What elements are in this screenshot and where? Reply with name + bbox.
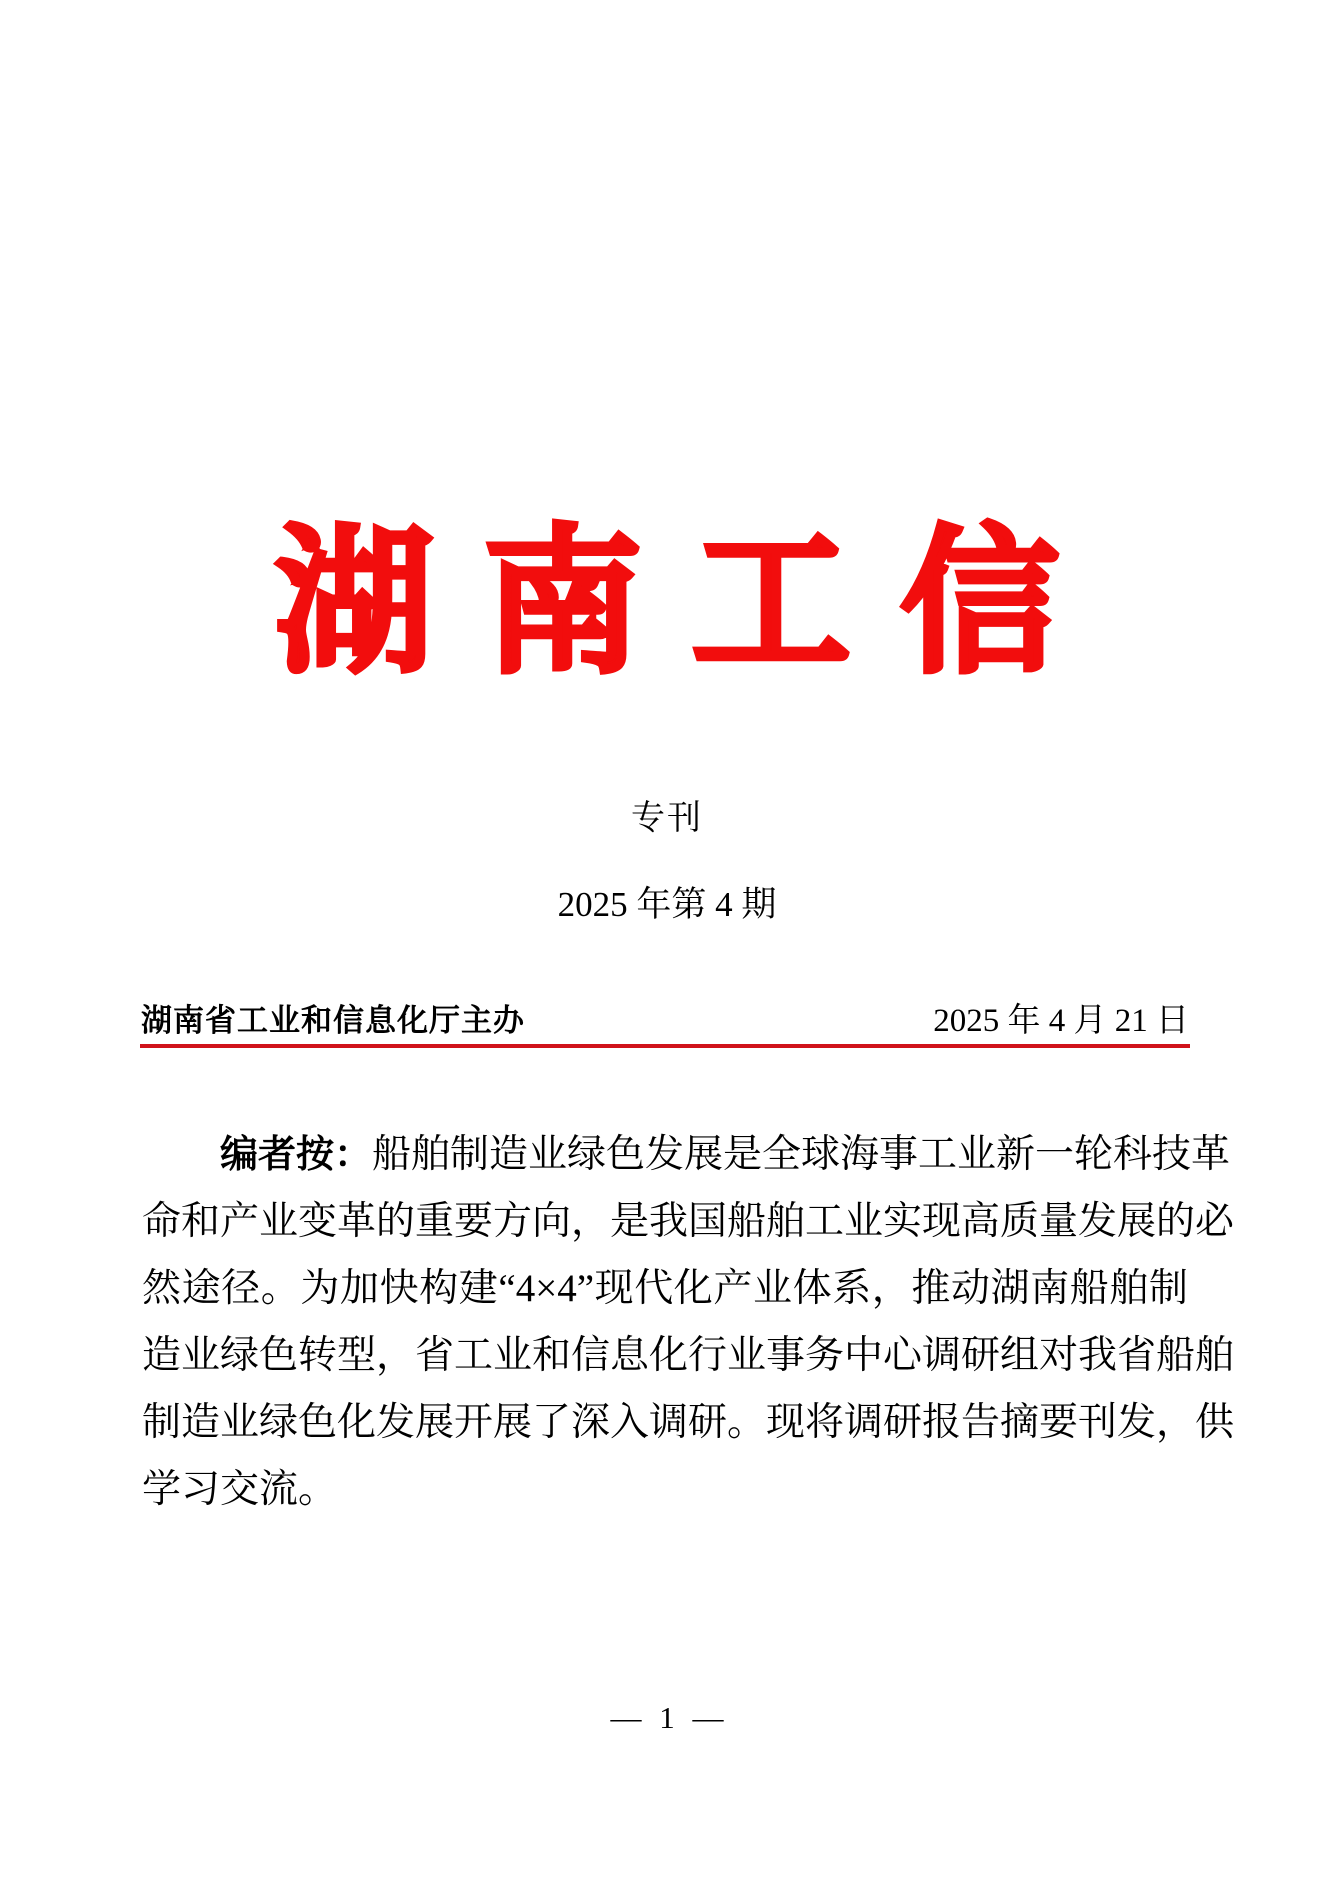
publisher-name: 湖南省工业和信息化厅主办 (141, 1003, 525, 1038)
publication-date: 2025 年 4 月 21 日 (933, 1003, 1189, 1039)
paragraph-line-text: 船舶制造业绿色发展是全球海事工业新一轮科技革 (372, 1133, 1231, 1176)
paragraph-line: 造业绿色转型，省工业和信息化行业事务中心调研组对我省船舶 (142, 1334, 1235, 1377)
paragraph-line: 制造业绿色化发展开展了深入调研。现将调研报告摘要刊发，供 (142, 1401, 1235, 1444)
publisher-date-row (141, 994, 1189, 1041)
paragraph-line: 学习交流。 (142, 1468, 338, 1511)
issue-number-line: 2025 年第 4 期 (557, 885, 777, 924)
paragraph-line: 命和产业变革的重要方向，是我国船舶工业实现高质量发展的必 (142, 1200, 1235, 1243)
masthead-title: 湖南工信 (275, 511, 1110, 695)
subtitle-special-issue: 专刊 (631, 800, 703, 837)
paragraph-line: 然途径。为加快构建“4×4”现代化产业体系，推动湖南船舶制 (142, 1267, 1188, 1310)
editor-note-paragraph (142, 1121, 1235, 1523)
paragraph-line (142, 1121, 1231, 1188)
page-number: — 1 — (610, 1700, 724, 1735)
editor-note-label: 编者按： (220, 1132, 373, 1176)
red-divider-rule (140, 1044, 1190, 1048)
